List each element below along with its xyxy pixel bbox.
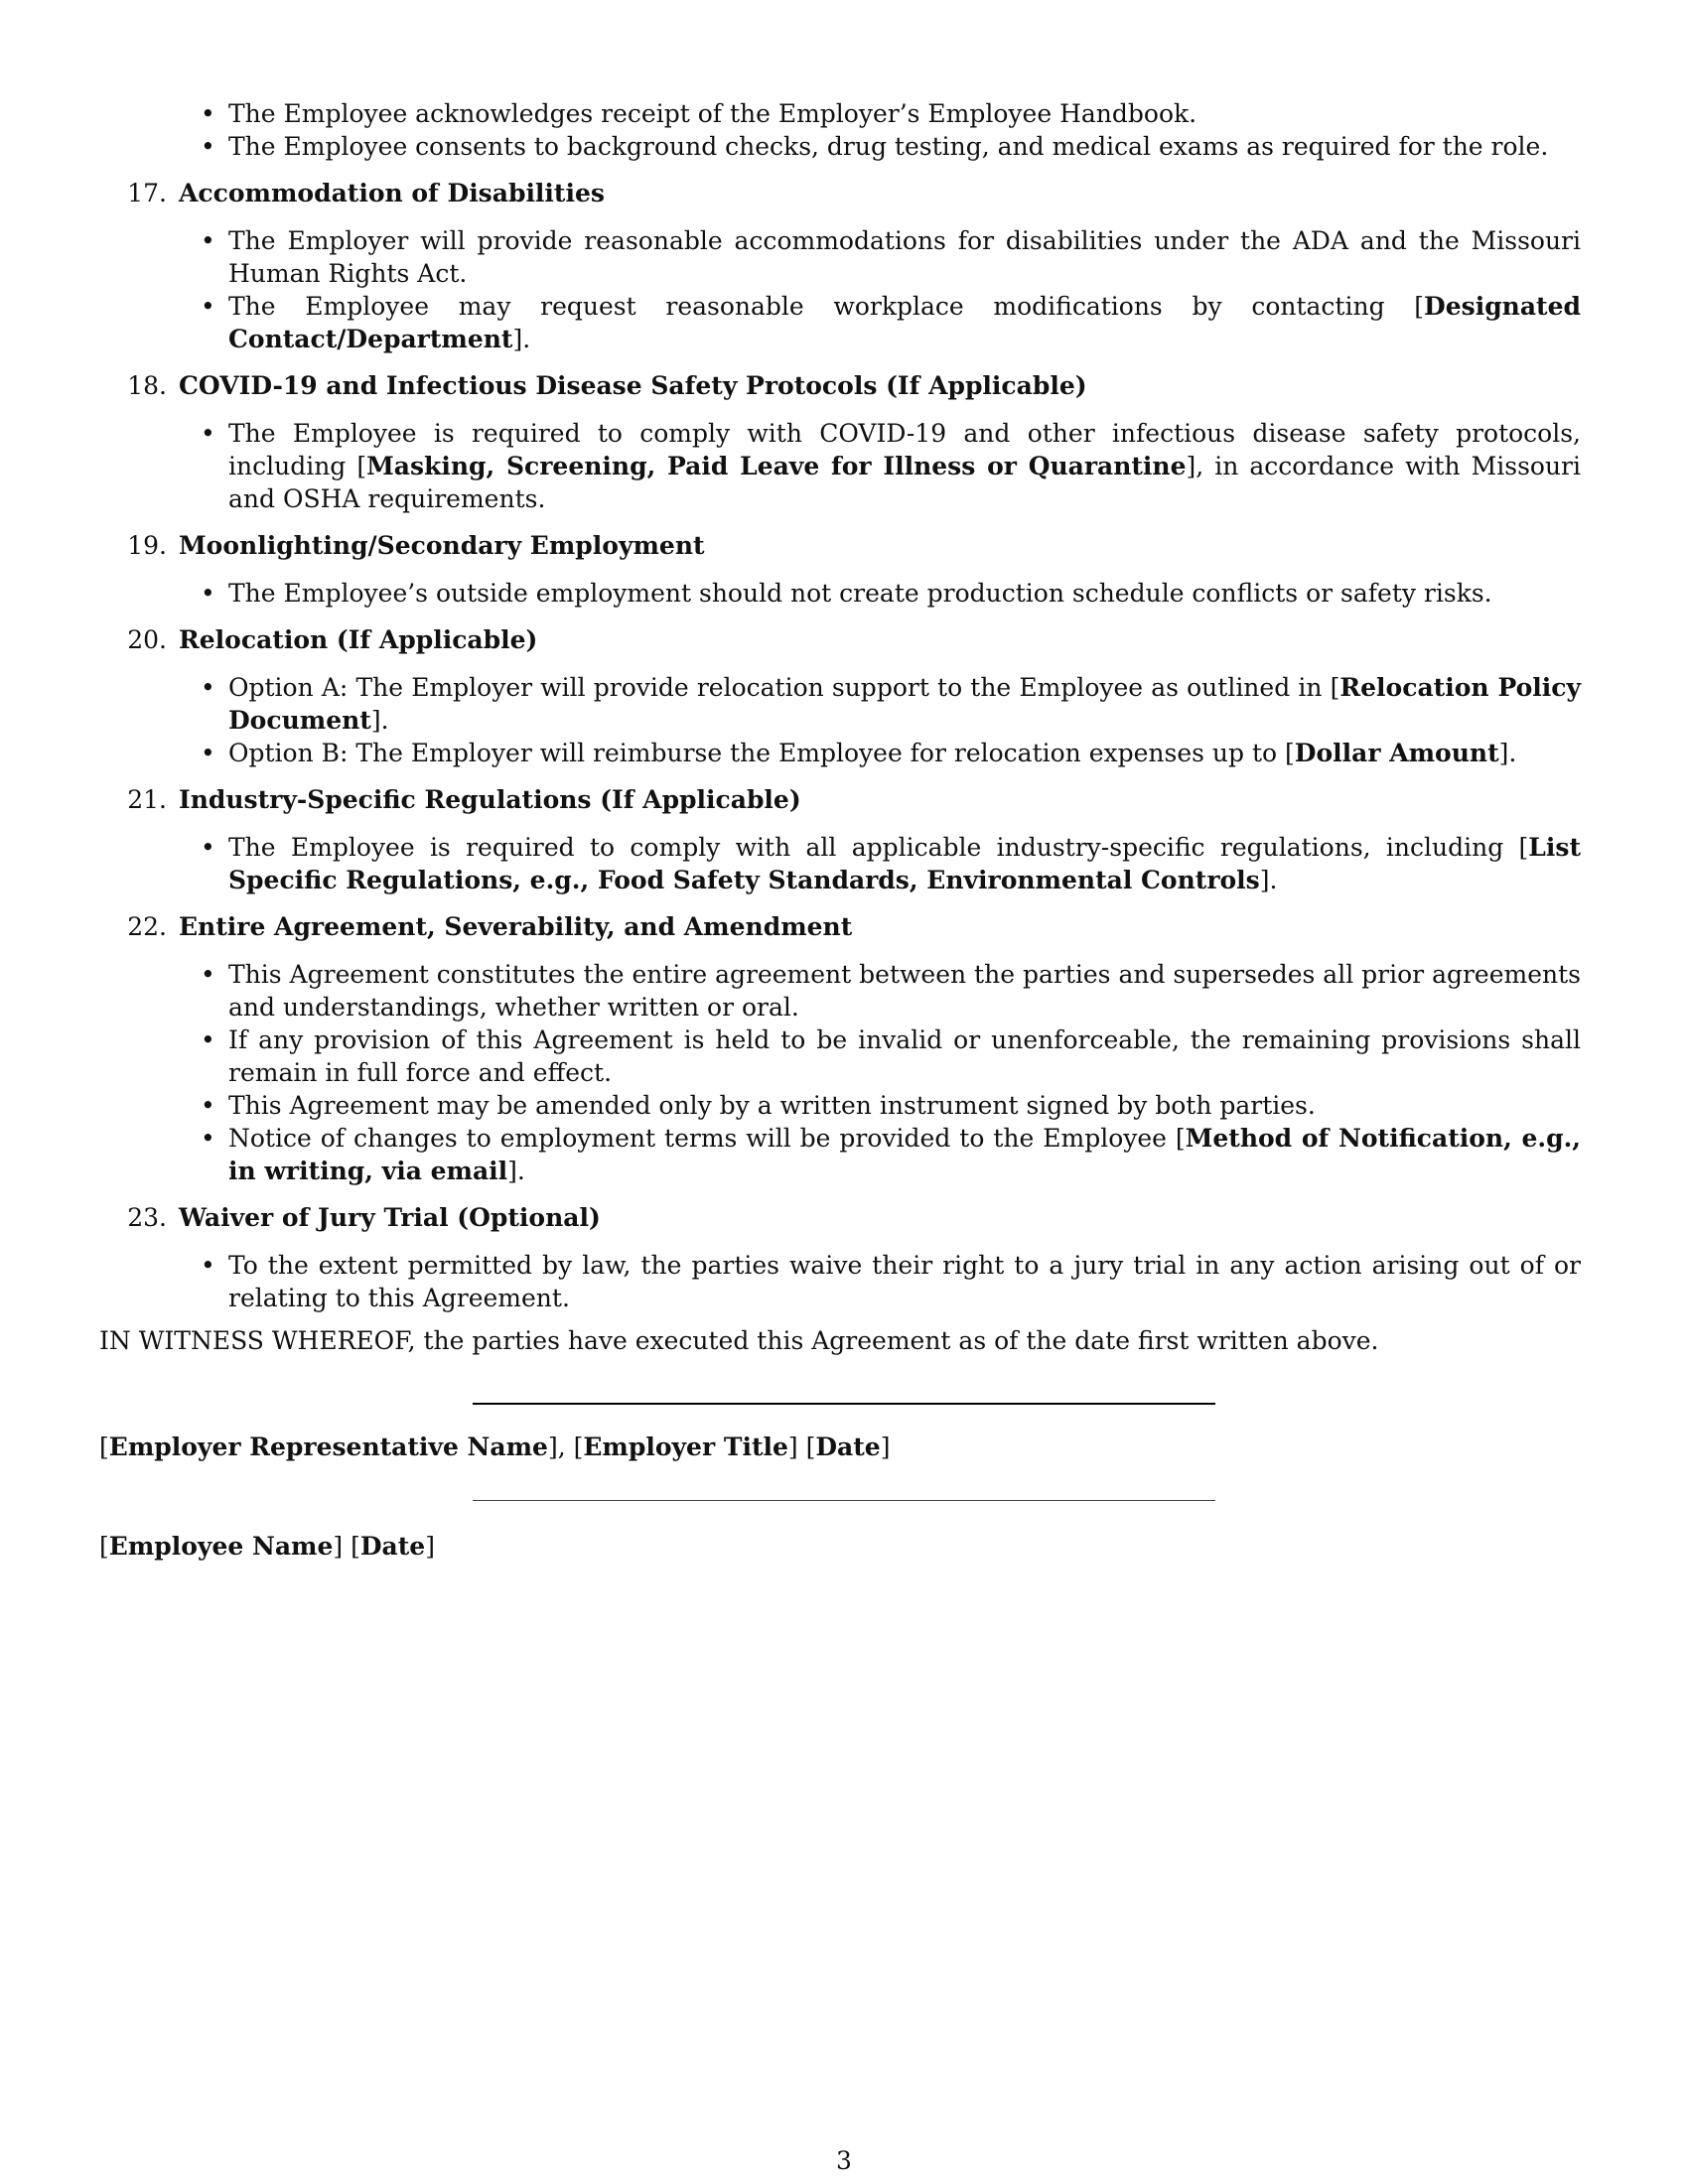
list-item: • The Employee is required to comply with COVID-19 and other infectious disease safety protocols, including [Masking, Screening, Paid Leave for Illness or Quarantine], in accordance with Missouri and OSHA requirements. bbox=[99, 417, 1589, 515]
section-title: COVID-19 and Infectious Disease Safety Protocols (If Applicable) bbox=[179, 371, 1087, 400]
section bbox=[99, 529, 1589, 610]
list-item: • This Agreement constitutes the entire agreement between the parties and supersedes all prior agreements and understandings, whether written or oral. bbox=[99, 958, 1589, 1024]
section-heading bbox=[99, 623, 1589, 656]
witness-clause: IN WITNESS WHEREOF, the parties have executed this Agreement as of the date first written above. bbox=[99, 1326, 1379, 1355]
employee-signature-line bbox=[473, 1500, 1215, 1501]
list-item: • The Employee’s outside employment should not create production schedule conflicts or safety risks. bbox=[99, 577, 1589, 610]
page-number: 3 bbox=[836, 2146, 852, 2175]
section bbox=[99, 369, 1589, 515]
employer-signature-block bbox=[99, 1377, 1589, 1476]
section-heading bbox=[99, 177, 1589, 209]
section-heading bbox=[99, 529, 1589, 562]
section-heading bbox=[99, 910, 1589, 943]
section-number: 22. bbox=[127, 912, 167, 941]
employer-signature-line bbox=[473, 1403, 1215, 1405]
list-item: • The Employee may request reasonable workplace modifications by contacting [Designated Contact/Department]. bbox=[99, 290, 1589, 355]
list-item: • Notice of changes to employment terms will be provided to the Employee [Method of Notification, e.g., in writing, via email]. bbox=[99, 1122, 1589, 1187]
section-number: 21. bbox=[127, 785, 167, 814]
section-bullet-list bbox=[99, 417, 1589, 515]
section-title: Moonlighting/Secondary Employment bbox=[179, 531, 705, 560]
list-item: • To the extent permitted by law, the parties waive their right to a jury trial in any action arising out of or relating to this Agreement. bbox=[99, 1249, 1589, 1314]
section-number: 23. bbox=[127, 1203, 167, 1232]
section-number: 18. bbox=[127, 371, 167, 400]
section-title: Relocation (If Applicable) bbox=[179, 625, 538, 654]
section-bullet-list bbox=[99, 577, 1589, 610]
section-heading bbox=[99, 783, 1589, 816]
section-heading bbox=[99, 369, 1589, 402]
section bbox=[99, 623, 1589, 769]
list-item: • The Employee is required to comply with all applicable industry-specific regulations, including [List Specific Regulations, e.g., Food Safety Standards, Environmental Controls]. bbox=[99, 831, 1589, 896]
section-title: Accommodation of Disabilities bbox=[179, 179, 605, 207]
intro-bullet-list bbox=[99, 97, 1589, 163]
section-title: Waiver of Jury Trial (Optional) bbox=[179, 1203, 601, 1232]
employer-signature-label: [Employer Representative Name], [Employer Title] [Date] bbox=[99, 1433, 891, 1461]
sections-container bbox=[99, 177, 1589, 1314]
section bbox=[99, 910, 1589, 1187]
list-item: • The Employee consents to background checks, drug testing, and medical exams as required for the role. bbox=[99, 130, 1589, 163]
section bbox=[99, 1201, 1589, 1314]
section-title: Entire Agreement, Severability, and Amendment bbox=[179, 912, 853, 941]
employee-signature-label: [Employee Name] [Date] bbox=[99, 1532, 435, 1561]
document-page bbox=[99, 97, 1589, 1575]
list-item: • The Employee acknowledges receipt of the Employer’s Employee Handbook. bbox=[99, 97, 1589, 130]
section-bullet-list bbox=[99, 1249, 1589, 1314]
section-bullet-list bbox=[99, 671, 1589, 769]
list-item: • Option B: The Employer will reimburse the Employee for relocation expenses up to [Dollar Amount]. bbox=[99, 737, 1589, 769]
section-heading bbox=[99, 1201, 1589, 1234]
section-title: Industry-Specific Regulations (If Applicable) bbox=[179, 785, 801, 814]
section bbox=[99, 783, 1589, 896]
section-bullet-list bbox=[99, 958, 1589, 1187]
section bbox=[99, 177, 1589, 355]
list-item: • If any provision of this Agreement is held to be invalid or unenforceable, the remaining provisions shall remain in full force and effect. bbox=[99, 1024, 1589, 1089]
list-item: • The Employer will provide reasonable accommodations for disabilities under the ADA and the Missouri Human Rights Act. bbox=[99, 224, 1589, 290]
section-number: 17. bbox=[127, 179, 167, 207]
list-item: • This Agreement may be amended only by a written instrument signed by both parties. bbox=[99, 1089, 1589, 1122]
section-bullet-list bbox=[99, 831, 1589, 896]
section-number: 20. bbox=[127, 625, 167, 654]
section-number: 19. bbox=[127, 531, 167, 560]
section-bullet-list bbox=[99, 224, 1589, 355]
list-item: • Option A: The Employer will provide relocation support to the Employee as outlined in [Relocation Policy Document]. bbox=[99, 671, 1589, 737]
employee-signature-block bbox=[99, 1476, 1589, 1575]
